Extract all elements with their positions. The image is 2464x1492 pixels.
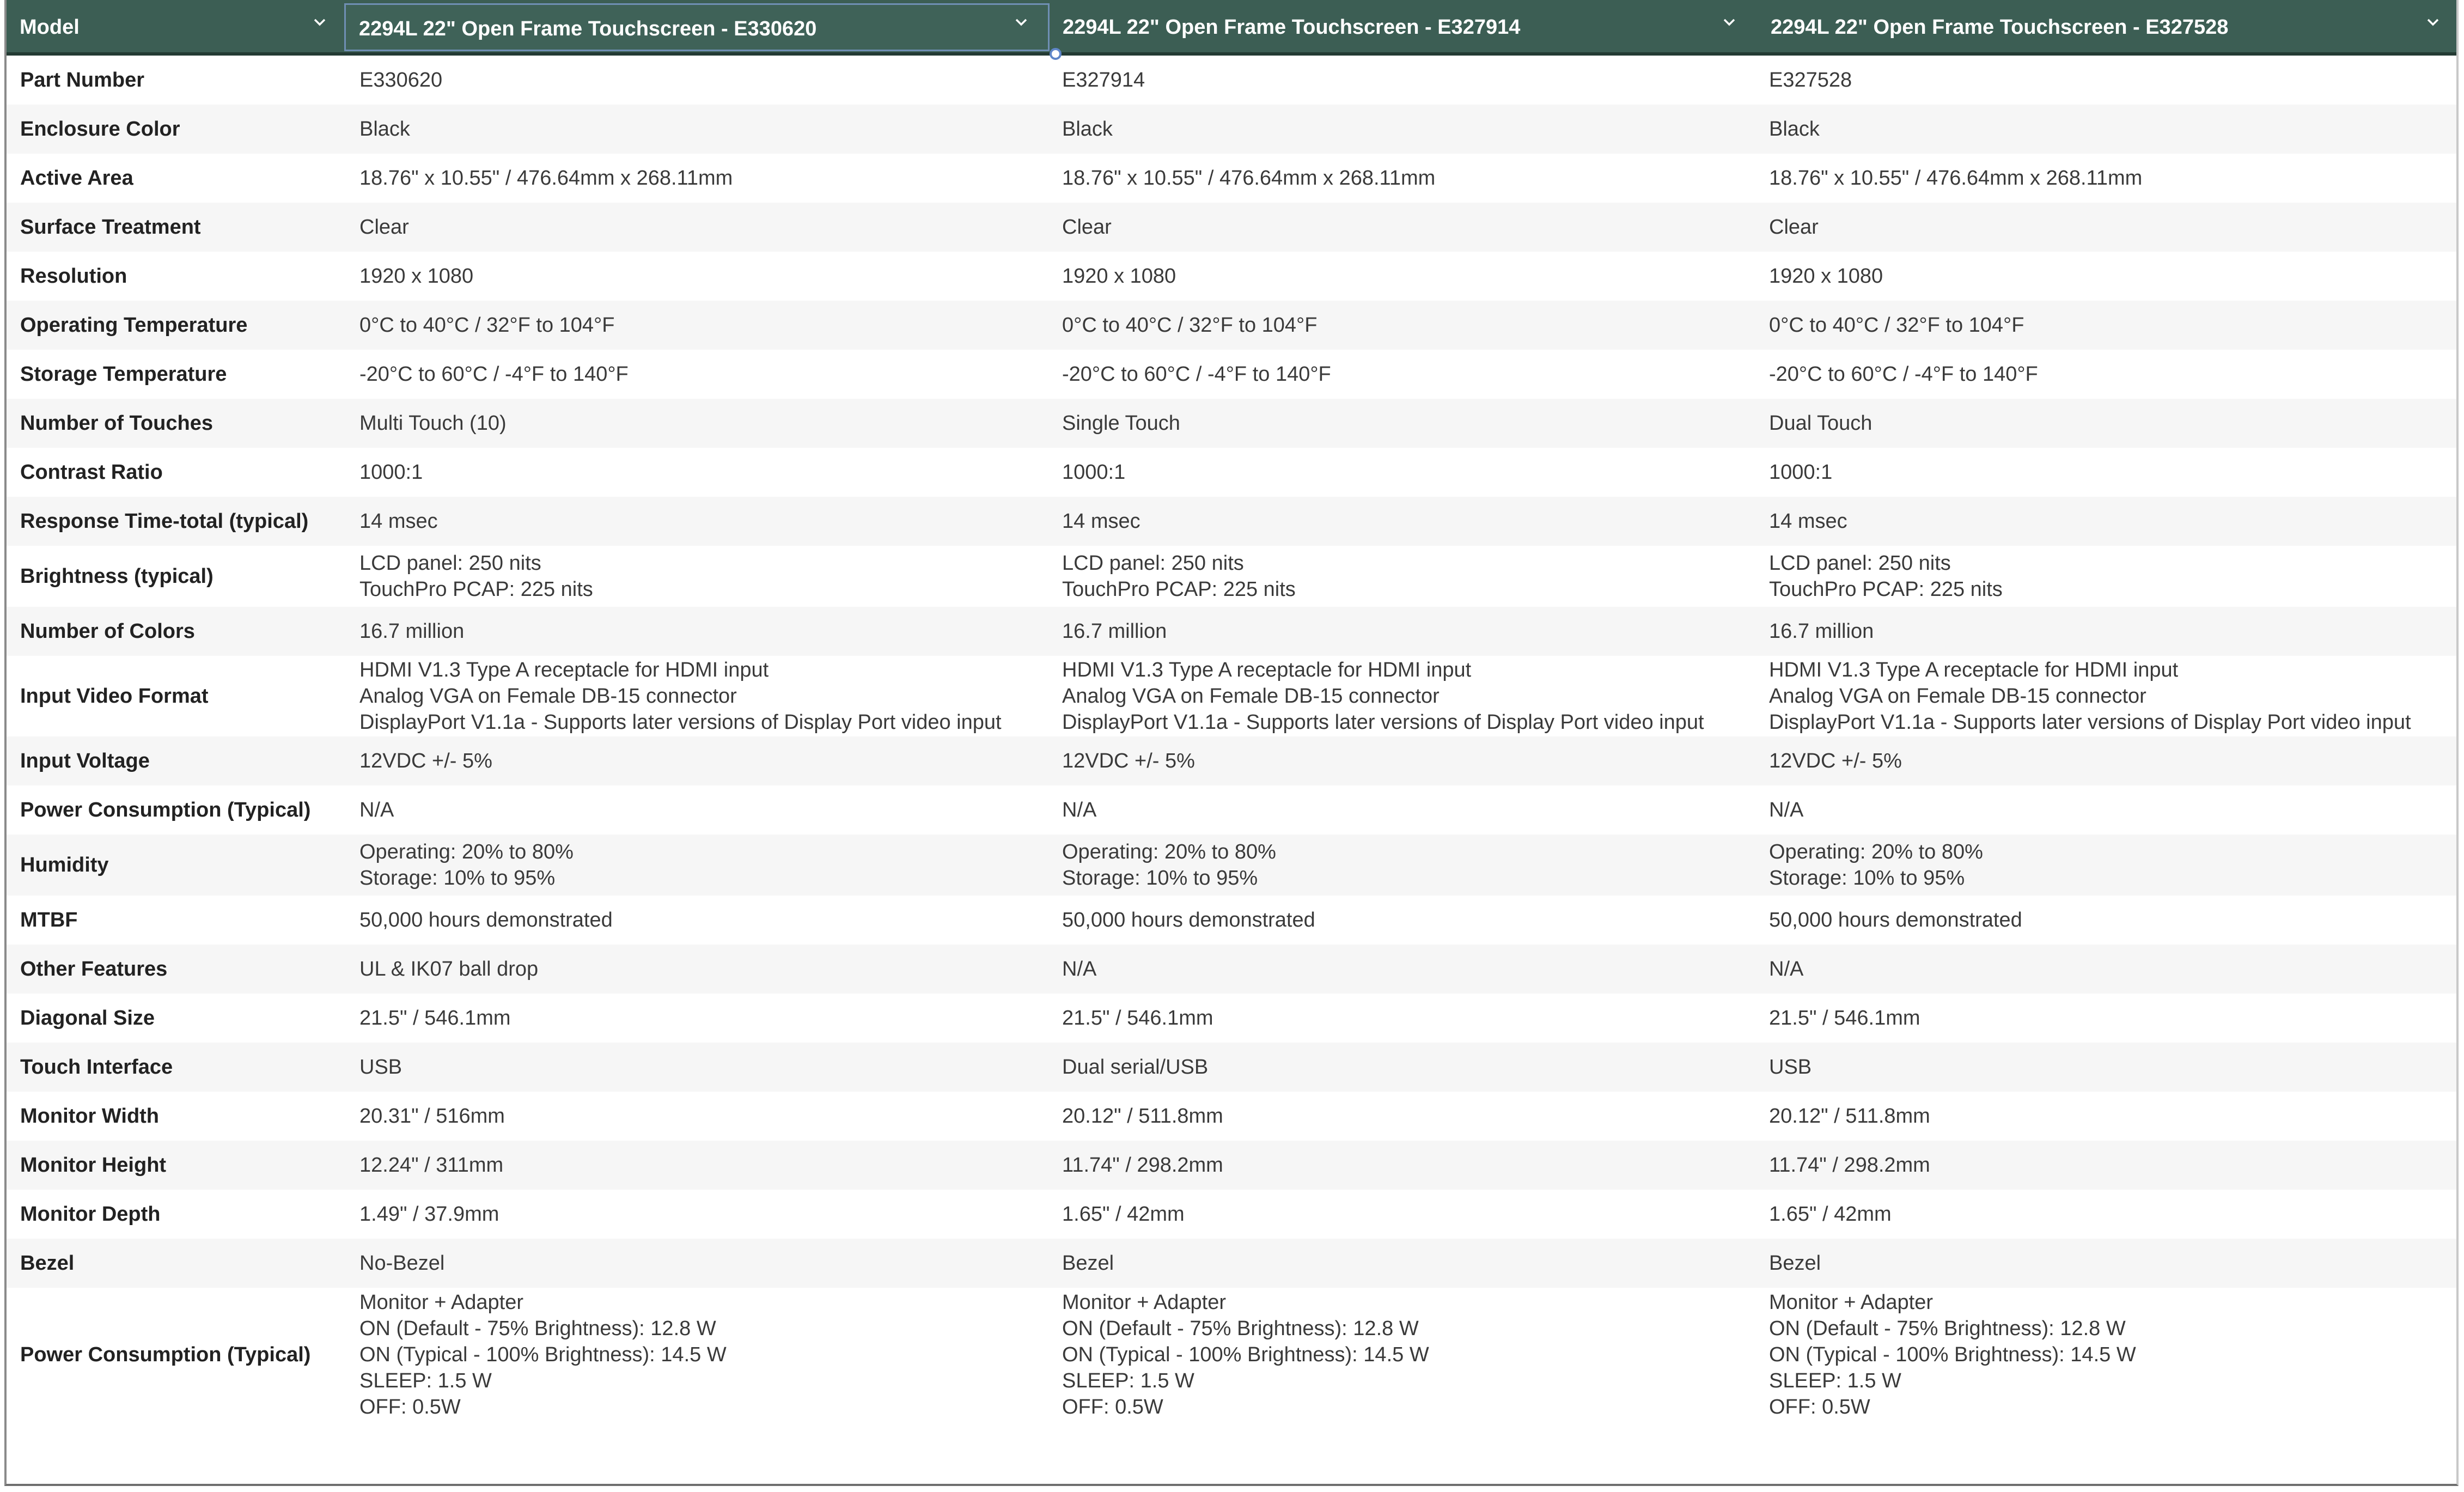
spec-value: DisplayPort V1.1a - Supports later versions of Display Port video input	[1769, 711, 2411, 734]
spec-value: LCD panel: 250 nits	[1769, 552, 1951, 575]
spec-value: Operating: 20% to 80%	[359, 841, 574, 863]
spec-value: 1.65" / 42mm	[1769, 1203, 1892, 1226]
spec-value: 21.5" / 546.1mm	[1769, 1007, 1920, 1030]
spec-value: HDMI V1.3 Type A receptacle for HDMI input	[1062, 659, 1472, 681]
spec-value: 16.7 million	[1062, 620, 1167, 643]
spec-value: 12VDC +/- 5%	[1769, 750, 1902, 772]
spec-cell	[1062, 105, 1113, 154]
spec-value: N/A	[1769, 799, 1804, 821]
spec-cell	[1769, 203, 1819, 252]
table-row	[7, 1092, 2456, 1141]
model-header-label: Model	[20, 16, 80, 39]
spec-value: OFF: 0.5W	[359, 1395, 461, 1418]
spec-value: SLEEP: 1.5 W	[1769, 1369, 1901, 1392]
row-label: Response Time-total (typical)	[20, 510, 309, 533]
spec-value: DisplayPort V1.1a - Supports later versions of Display Port video input	[359, 711, 1002, 734]
model-select-1-label: 2294L 22" Open Frame Touchscreen - E330620	[359, 17, 817, 40]
table-row	[7, 497, 2456, 546]
spec-cell	[1769, 399, 1872, 448]
spec-value: 16.7 million	[359, 620, 465, 643]
spec-value: ON (Default - 75% Brightness): 12.8 W	[1769, 1317, 2126, 1340]
spec-cell	[359, 1288, 727, 1421]
row-label: Input Voltage	[20, 750, 150, 772]
spec-value: E327914	[1062, 69, 1145, 92]
row-label: MTBF	[20, 909, 78, 931]
spec-value: 21.5" / 546.1mm	[1062, 1007, 1213, 1030]
spec-value: 11.74" / 298.2mm	[1769, 1154, 1930, 1177]
spec-cell	[1769, 1141, 1930, 1190]
spec-value: 50,000 hours demonstrated	[1062, 909, 1315, 931]
model-select-1[interactable]	[344, 3, 1050, 51]
spec-value: Monitor + Adapter	[1769, 1290, 1934, 1314]
spec-cell	[1769, 56, 1852, 105]
spec-cell	[1062, 252, 1176, 301]
spec-cell	[359, 56, 442, 105]
row-label: Monitor Width	[20, 1105, 160, 1128]
spec-value: LCD panel: 250 nits	[1062, 552, 1244, 575]
spec-value: Bezel	[1769, 1252, 1821, 1275]
spec-cell	[359, 105, 410, 154]
spec-value: 1920 x 1080	[1062, 265, 1176, 288]
spec-cell	[1062, 497, 1140, 546]
spec-value: N/A	[359, 799, 394, 821]
chevron-down-icon[interactable]	[312, 14, 328, 31]
spec-value: ON (Default - 75% Brightness): 12.8 W	[1062, 1317, 1419, 1340]
spec-cell	[1062, 154, 1435, 203]
spec-value: Dual serial/USB	[1062, 1056, 1209, 1079]
spec-cell	[1062, 350, 1331, 399]
spec-cell	[1769, 1239, 1821, 1288]
spec-value: Monitor + Adapter	[359, 1290, 524, 1314]
comparison-table	[4, 0, 2459, 1486]
spec-cell	[1769, 252, 1883, 301]
table-row	[7, 350, 2456, 399]
spec-cell	[1769, 736, 1902, 785]
spec-cell	[1769, 301, 2024, 350]
spec-cell	[1769, 994, 1920, 1043]
spec-value: 20.31" / 516mm	[359, 1105, 505, 1128]
spec-value: Analog VGA on Female DB-15 connector	[1062, 685, 1440, 708]
spec-value: Clear	[1062, 216, 1112, 239]
spec-value: 12.24" / 311mm	[359, 1154, 504, 1177]
spec-cell	[359, 736, 492, 785]
spec-value: 1.49" / 37.9mm	[359, 1203, 499, 1226]
spec-cell	[1062, 1288, 1429, 1421]
spec-value: 0°C to 40°C / 32°F to 104°F	[1769, 314, 2024, 337]
spec-cell	[1769, 896, 2022, 945]
spec-value: TouchPro PCAP: 225 nits	[1062, 578, 1296, 601]
table-row	[7, 301, 2456, 350]
spec-cell	[1769, 835, 1983, 896]
row-label: Touch Interface	[20, 1056, 173, 1079]
spec-cell	[1769, 1043, 1812, 1092]
spec-value: Storage: 10% to 95%	[1062, 867, 1258, 890]
spec-value: 1920 x 1080	[1769, 265, 1883, 288]
spec-value: 16.7 million	[1769, 620, 1874, 643]
spec-cell	[359, 835, 574, 896]
table-row	[7, 994, 2456, 1043]
spec-cell	[359, 448, 423, 497]
spec-value: Black	[1062, 118, 1113, 141]
spec-value: E327528	[1769, 69, 1852, 92]
spec-value: Bezel	[1062, 1252, 1114, 1275]
spec-value: 0°C to 40°C / 32°F to 104°F	[359, 314, 615, 337]
spec-cell	[1062, 1092, 1223, 1141]
table-row	[7, 945, 2456, 994]
table-row	[7, 399, 2456, 448]
row-label: Contrast Ratio	[20, 461, 163, 484]
spec-cell	[359, 350, 629, 399]
spec-value: 1000:1	[359, 461, 423, 484]
spec-cell	[359, 1141, 503, 1190]
spec-value: 50,000 hours demonstrated	[359, 909, 613, 931]
row-label: Power Consumption (Typical)	[20, 1343, 311, 1366]
chevron-down-icon[interactable]	[1013, 14, 1029, 31]
row-label: Resolution	[20, 265, 127, 288]
spec-value: ON (Typical - 100% Brightness): 14.5 W	[1769, 1343, 2136, 1366]
row-label: Operating Temperature	[20, 314, 248, 337]
row-label: Monitor Depth	[20, 1203, 161, 1226]
spec-cell	[359, 945, 538, 994]
spec-value: -20°C to 60°C / -4°F to 140°F	[1769, 363, 2038, 386]
spec-cell	[1769, 945, 1803, 994]
table-row	[7, 546, 2456, 607]
spec-value: 14 msec	[1062, 510, 1140, 533]
chevron-down-icon[interactable]	[1721, 14, 1737, 31]
spec-value: Analog VGA on Female DB-15 connector	[359, 685, 737, 708]
spec-value: No-Bezel	[359, 1252, 445, 1275]
spec-value: 14 msec	[1769, 510, 1847, 533]
spec-value: Storage: 10% to 95%	[1769, 867, 1965, 890]
spec-cell	[359, 546, 593, 607]
spec-cell	[1769, 448, 1832, 497]
spec-value: 18.76" x 10.55" / 476.64mm x 268.11mm	[1062, 167, 1436, 190]
spec-cell	[1769, 154, 2142, 203]
model-select-2[interactable]	[1050, 3, 1758, 51]
spec-value: ON (Default - 75% Brightness): 12.8 W	[359, 1317, 716, 1340]
row-label: Bezel	[20, 1252, 75, 1275]
table-row	[7, 1288, 2456, 1421]
spec-value: SLEEP: 1.5 W	[359, 1369, 492, 1392]
spec-value: USB	[359, 1056, 402, 1079]
spec-value: Clear	[359, 216, 409, 239]
spec-cell	[1062, 896, 1315, 945]
spec-cell	[1062, 994, 1213, 1043]
spec-cell	[1769, 607, 1874, 656]
spec-cell	[1769, 1092, 1930, 1141]
model-header-cell[interactable]	[7, 3, 344, 51]
spec-value: N/A	[1062, 799, 1097, 821]
spec-cell	[359, 994, 511, 1043]
row-label: Power Consumption (Typical)	[20, 799, 311, 821]
spec-value: SLEEP: 1.5 W	[1062, 1369, 1194, 1392]
table-row	[7, 448, 2456, 497]
table-row	[7, 835, 2456, 896]
spec-value: 0°C to 40°C / 32°F to 104°F	[1062, 314, 1318, 337]
spec-value: DisplayPort V1.1a - Supports later versions of Display Port video input	[1062, 711, 1704, 734]
spec-cell	[1062, 1043, 1208, 1092]
spec-cell	[359, 301, 614, 350]
table-row	[7, 656, 2456, 736]
spec-cell	[1769, 350, 2038, 399]
spec-cell	[1062, 785, 1096, 835]
spec-cell	[359, 1043, 402, 1092]
spec-value: LCD panel: 250 nits	[359, 552, 541, 575]
spec-cell	[1062, 546, 1296, 607]
spec-cell	[1062, 1141, 1223, 1190]
table-row	[7, 1043, 2456, 1092]
table-row	[7, 203, 2456, 252]
spec-value: Operating: 20% to 80%	[1769, 841, 1983, 863]
spec-cell	[1062, 607, 1167, 656]
spec-value: Black	[359, 118, 410, 141]
spec-value: Operating: 20% to 80%	[1062, 841, 1276, 863]
spec-cell	[1769, 656, 2411, 736]
spec-cell	[1769, 546, 2003, 607]
spec-cell	[359, 154, 733, 203]
spec-cell	[1769, 785, 1803, 835]
table-row	[7, 785, 2456, 835]
spec-value: Monitor + Adapter	[1062, 1290, 1227, 1314]
table-row	[7, 56, 2456, 105]
spec-value: OFF: 0.5W	[1769, 1395, 1870, 1418]
spec-value: 21.5" / 546.1mm	[359, 1007, 511, 1030]
row-label: Enclosure Color	[20, 118, 180, 141]
row-label: Humidity	[20, 854, 109, 876]
spec-value: 11.74" / 298.2mm	[1062, 1154, 1223, 1177]
table-row	[7, 1190, 2456, 1239]
model-select-3[interactable]	[1758, 3, 2455, 51]
spec-cell	[1062, 448, 1125, 497]
spec-value: ON (Typical - 100% Brightness): 14.5 W	[359, 1343, 727, 1366]
spec-cell	[359, 607, 464, 656]
spec-value: 12VDC +/- 5%	[1062, 750, 1195, 772]
row-label: Brightness (typical)	[20, 565, 214, 588]
spec-cell	[359, 497, 438, 546]
spec-value: TouchPro PCAP: 225 nits	[1769, 578, 2003, 601]
table-header	[7, 0, 2456, 56]
table-row	[7, 252, 2456, 301]
spec-cell	[1062, 1239, 1114, 1288]
row-label: Part Number	[20, 69, 145, 92]
spec-value: -20°C to 60°C / -4°F to 140°F	[359, 363, 629, 386]
row-label: Other Features	[20, 958, 168, 981]
model-select-2-label: 2294L 22" Open Frame Touchscreen - E327914	[1063, 16, 1521, 39]
spec-value: Multi Touch (10)	[359, 412, 507, 435]
spec-value: 20.12" / 511.8mm	[1062, 1105, 1223, 1128]
chevron-down-icon[interactable]	[2425, 14, 2441, 31]
spec-cell	[1062, 56, 1145, 105]
spec-value: USB	[1769, 1056, 1812, 1079]
row-label: Diagonal Size	[20, 1007, 155, 1030]
spec-value: 12VDC +/- 5%	[359, 750, 492, 772]
spec-value: Black	[1769, 118, 1820, 141]
spec-cell	[359, 399, 507, 448]
row-label: Number of Touches	[20, 412, 213, 435]
spec-cell	[359, 252, 473, 301]
spec-value: HDMI V1.3 Type A receptacle for HDMI input	[359, 659, 769, 681]
spec-value: TouchPro PCAP: 225 nits	[359, 578, 593, 601]
table-row	[7, 896, 2456, 945]
spec-cell	[1769, 1190, 1892, 1239]
spec-value: UL & IK07 ball drop	[359, 958, 539, 981]
spec-value: N/A	[1769, 958, 1804, 981]
spec-value: -20°C to 60°C / -4°F to 140°F	[1062, 363, 1331, 386]
table-row	[7, 736, 2456, 785]
model-select-3-label: 2294L 22" Open Frame Touchscreen - E327528	[1771, 16, 2229, 39]
spec-value: 20.12" / 511.8mm	[1769, 1105, 1930, 1128]
spec-value: HDMI V1.3 Type A receptacle for HDMI input	[1769, 659, 2179, 681]
spec-value: 18.76" x 10.55" / 476.64mm x 268.11mm	[1769, 167, 2143, 190]
spec-cell	[1769, 1288, 2136, 1421]
spec-cell	[359, 1239, 444, 1288]
spec-cell	[359, 1190, 499, 1239]
spec-cell	[359, 785, 394, 835]
spec-value: 14 msec	[359, 510, 438, 533]
spec-value: 18.76" x 10.55" / 476.64mm x 268.11mm	[359, 167, 733, 190]
spec-value: Clear	[1769, 216, 1819, 239]
spec-cell	[1062, 835, 1276, 896]
spec-cell	[1062, 301, 1317, 350]
row-label: Number of Colors	[20, 620, 195, 643]
spec-cell	[1769, 497, 1847, 546]
spec-value: 1000:1	[1769, 461, 1833, 484]
row-label: Storage Temperature	[20, 363, 227, 386]
spec-cell	[359, 1092, 505, 1141]
spec-value: 1.65" / 42mm	[1062, 1203, 1185, 1226]
spec-value: Analog VGA on Female DB-15 connector	[1769, 685, 2146, 708]
spec-value: Single Touch	[1062, 412, 1180, 435]
table-row	[7, 1141, 2456, 1190]
spec-value: OFF: 0.5W	[1062, 1395, 1163, 1418]
row-label: Monitor Height	[20, 1154, 167, 1177]
spec-cell	[1062, 736, 1195, 785]
spec-cell	[1062, 399, 1180, 448]
spec-value: 50,000 hours demonstrated	[1769, 909, 2022, 931]
table-row	[7, 1239, 2456, 1288]
spec-cell	[1062, 945, 1096, 994]
spec-value: 1000:1	[1062, 461, 1126, 484]
spec-cell	[1062, 1190, 1185, 1239]
spec-cell	[359, 656, 1002, 736]
row-label: Input Video Format	[20, 685, 209, 708]
spec-cell	[1769, 105, 1820, 154]
spec-value: E330620	[359, 69, 443, 92]
row-label: Active Area	[20, 167, 133, 190]
spec-cell	[1062, 656, 1704, 736]
spec-value: 1920 x 1080	[359, 265, 474, 288]
spec-cell	[359, 203, 409, 252]
spec-cell	[359, 896, 613, 945]
spec-value: N/A	[1062, 958, 1097, 981]
table-row	[7, 105, 2456, 154]
table-row	[7, 154, 2456, 203]
spec-value: Storage: 10% to 95%	[359, 867, 556, 890]
spec-value: Dual Touch	[1769, 412, 1873, 435]
table-row	[7, 607, 2456, 656]
spec-cell	[1062, 203, 1112, 252]
row-label: Surface Treatment	[20, 216, 201, 239]
spec-value: ON (Typical - 100% Brightness): 14.5 W	[1062, 1343, 1429, 1366]
